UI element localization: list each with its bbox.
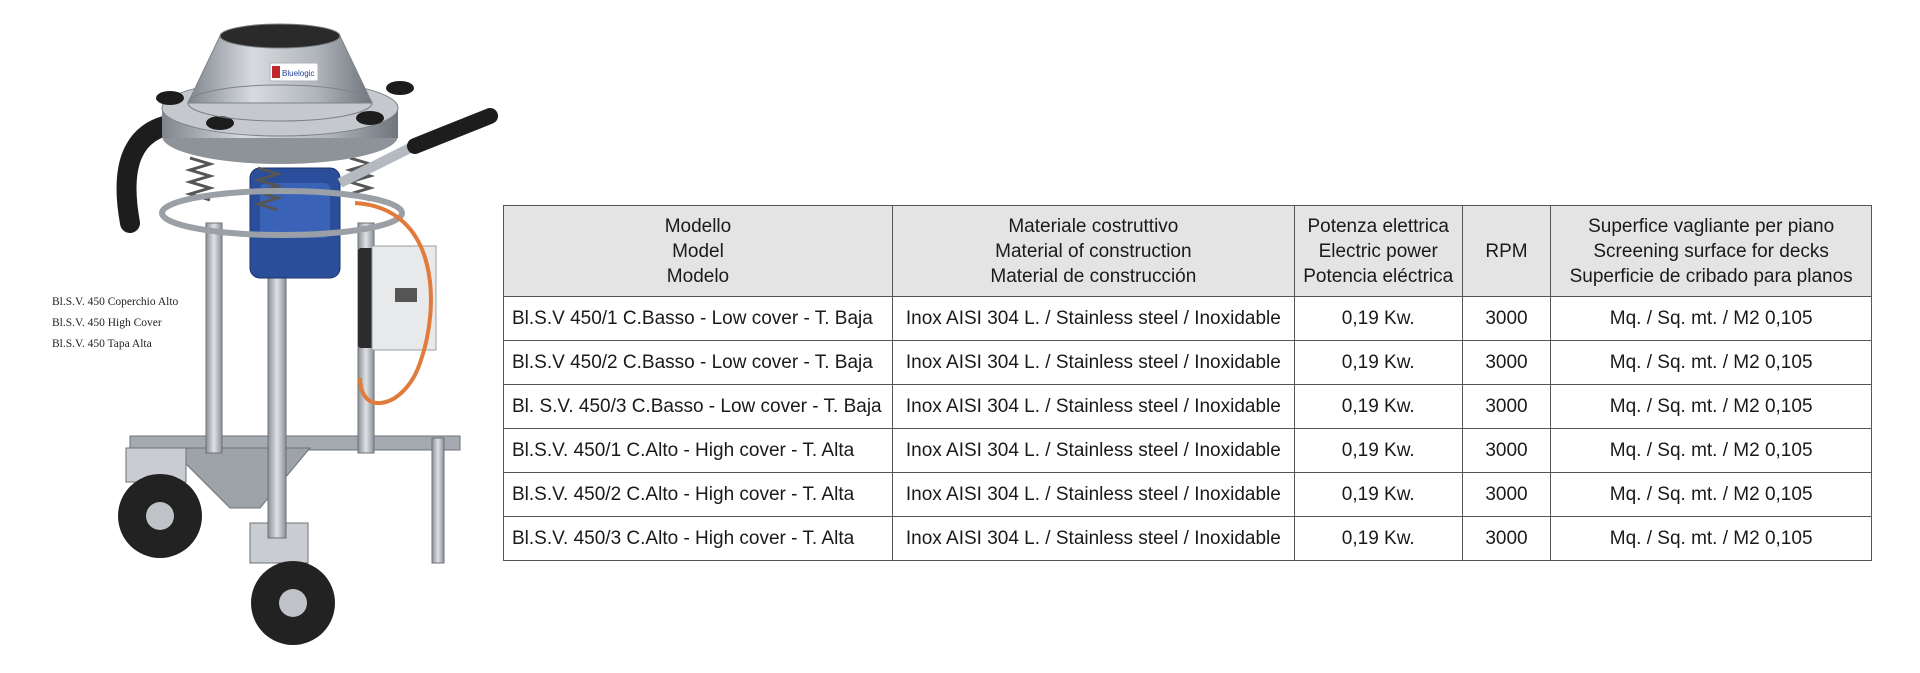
cell-power: 0,19 Kw. bbox=[1294, 297, 1462, 341]
caption-line: Bl.S.V. 450 Coperchio Alto bbox=[52, 296, 179, 308]
header-surface: Superfice vagliante per piano Screening surface for decks Superficie de cribado para planos bbox=[1551, 206, 1872, 297]
caption-line: Bl.S.V. 450 Tapa Alta bbox=[52, 338, 152, 350]
table-row bbox=[504, 429, 1872, 473]
header-rpm: RPM bbox=[1462, 206, 1551, 297]
spec-table bbox=[503, 205, 1872, 561]
cell-model: Bl.S.V. 450/3 C.Alto - High cover - T. Alta bbox=[504, 517, 893, 561]
cell-power: 0,19 Kw. bbox=[1294, 473, 1462, 517]
table-row bbox=[504, 385, 1872, 429]
table-row bbox=[504, 297, 1872, 341]
cell-surface: Mq. / Sq. mt. / M2 0,105 bbox=[1551, 341, 1872, 385]
cell-power: 0,19 Kw. bbox=[1294, 429, 1462, 473]
cell-material: Inox AISI 304 L. / Stainless steel / Inoxidable bbox=[892, 385, 1294, 429]
cell-material: Inox AISI 304 L. / Stainless steel / Inoxidable bbox=[892, 473, 1294, 517]
cell-material: Inox AISI 304 L. / Stainless steel / Inoxidable bbox=[892, 341, 1294, 385]
wheel-front bbox=[250, 523, 335, 645]
cell-model: Bl. S.V. 450/3 C.Basso - Low cover - T. Baja bbox=[504, 385, 893, 429]
product-caption bbox=[52, 292, 178, 355]
cell-surface: Mq. / Sq. mt. / M2 0,105 bbox=[1551, 517, 1872, 561]
cell-model: Bl.S.V. 450/2 C.Alto - High cover - T. Alta bbox=[504, 473, 893, 517]
table-row bbox=[504, 517, 1872, 561]
cell-surface: Mq. / Sq. mt. / M2 0,105 bbox=[1551, 429, 1872, 473]
cell-power: 0,19 Kw. bbox=[1294, 517, 1462, 561]
cell-rpm: 3000 bbox=[1462, 429, 1551, 473]
caption-line: Bl.S.V. 450 High Cover bbox=[52, 317, 162, 329]
header-model: Modello Model Modelo bbox=[504, 206, 893, 297]
table-row bbox=[504, 473, 1872, 517]
header-material: Materiale costruttivo Material of construction Material de construcción bbox=[892, 206, 1294, 297]
cell-rpm: 3000 bbox=[1462, 341, 1551, 385]
cell-rpm: 3000 bbox=[1462, 473, 1551, 517]
cell-surface: Mq. / Sq. mt. / M2 0,105 bbox=[1551, 385, 1872, 429]
cell-power: 0,19 Kw. bbox=[1294, 341, 1462, 385]
cell-material: Inox AISI 304 L. / Stainless steel / Inoxidable bbox=[892, 297, 1294, 341]
svg-text:Bluelogic: Bluelogic bbox=[282, 69, 315, 78]
cell-model: Bl.S.V 450/1 C.Basso - Low cover - T. Baja bbox=[504, 297, 893, 341]
cell-power: 0,19 Kw. bbox=[1294, 385, 1462, 429]
cell-rpm: 3000 bbox=[1462, 297, 1551, 341]
cell-surface: Mq. / Sq. mt. / M2 0,105 bbox=[1551, 473, 1872, 517]
motor bbox=[250, 168, 340, 278]
table-row bbox=[504, 341, 1872, 385]
cell-model: Bl.S.V 450/2 C.Basso - Low cover - T. Baja bbox=[504, 341, 893, 385]
cell-material: Inox AISI 304 L. / Stainless steel / Inoxidable bbox=[892, 517, 1294, 561]
cell-rpm: 3000 bbox=[1462, 517, 1551, 561]
cell-surface: Mq. / Sq. mt. / M2 0,105 bbox=[1551, 297, 1872, 341]
brand-logo bbox=[270, 63, 318, 81]
cell-rpm: 3000 bbox=[1462, 385, 1551, 429]
header-power: Potenza elettrica Electric power Potencia eléctrica bbox=[1294, 206, 1462, 297]
cell-material: Inox AISI 304 L. / Stainless steel / Inoxidable bbox=[892, 429, 1294, 473]
header-row bbox=[504, 206, 1872, 297]
cell-model: Bl.S.V. 450/1 C.Alto - High cover - T. Alta bbox=[504, 429, 893, 473]
